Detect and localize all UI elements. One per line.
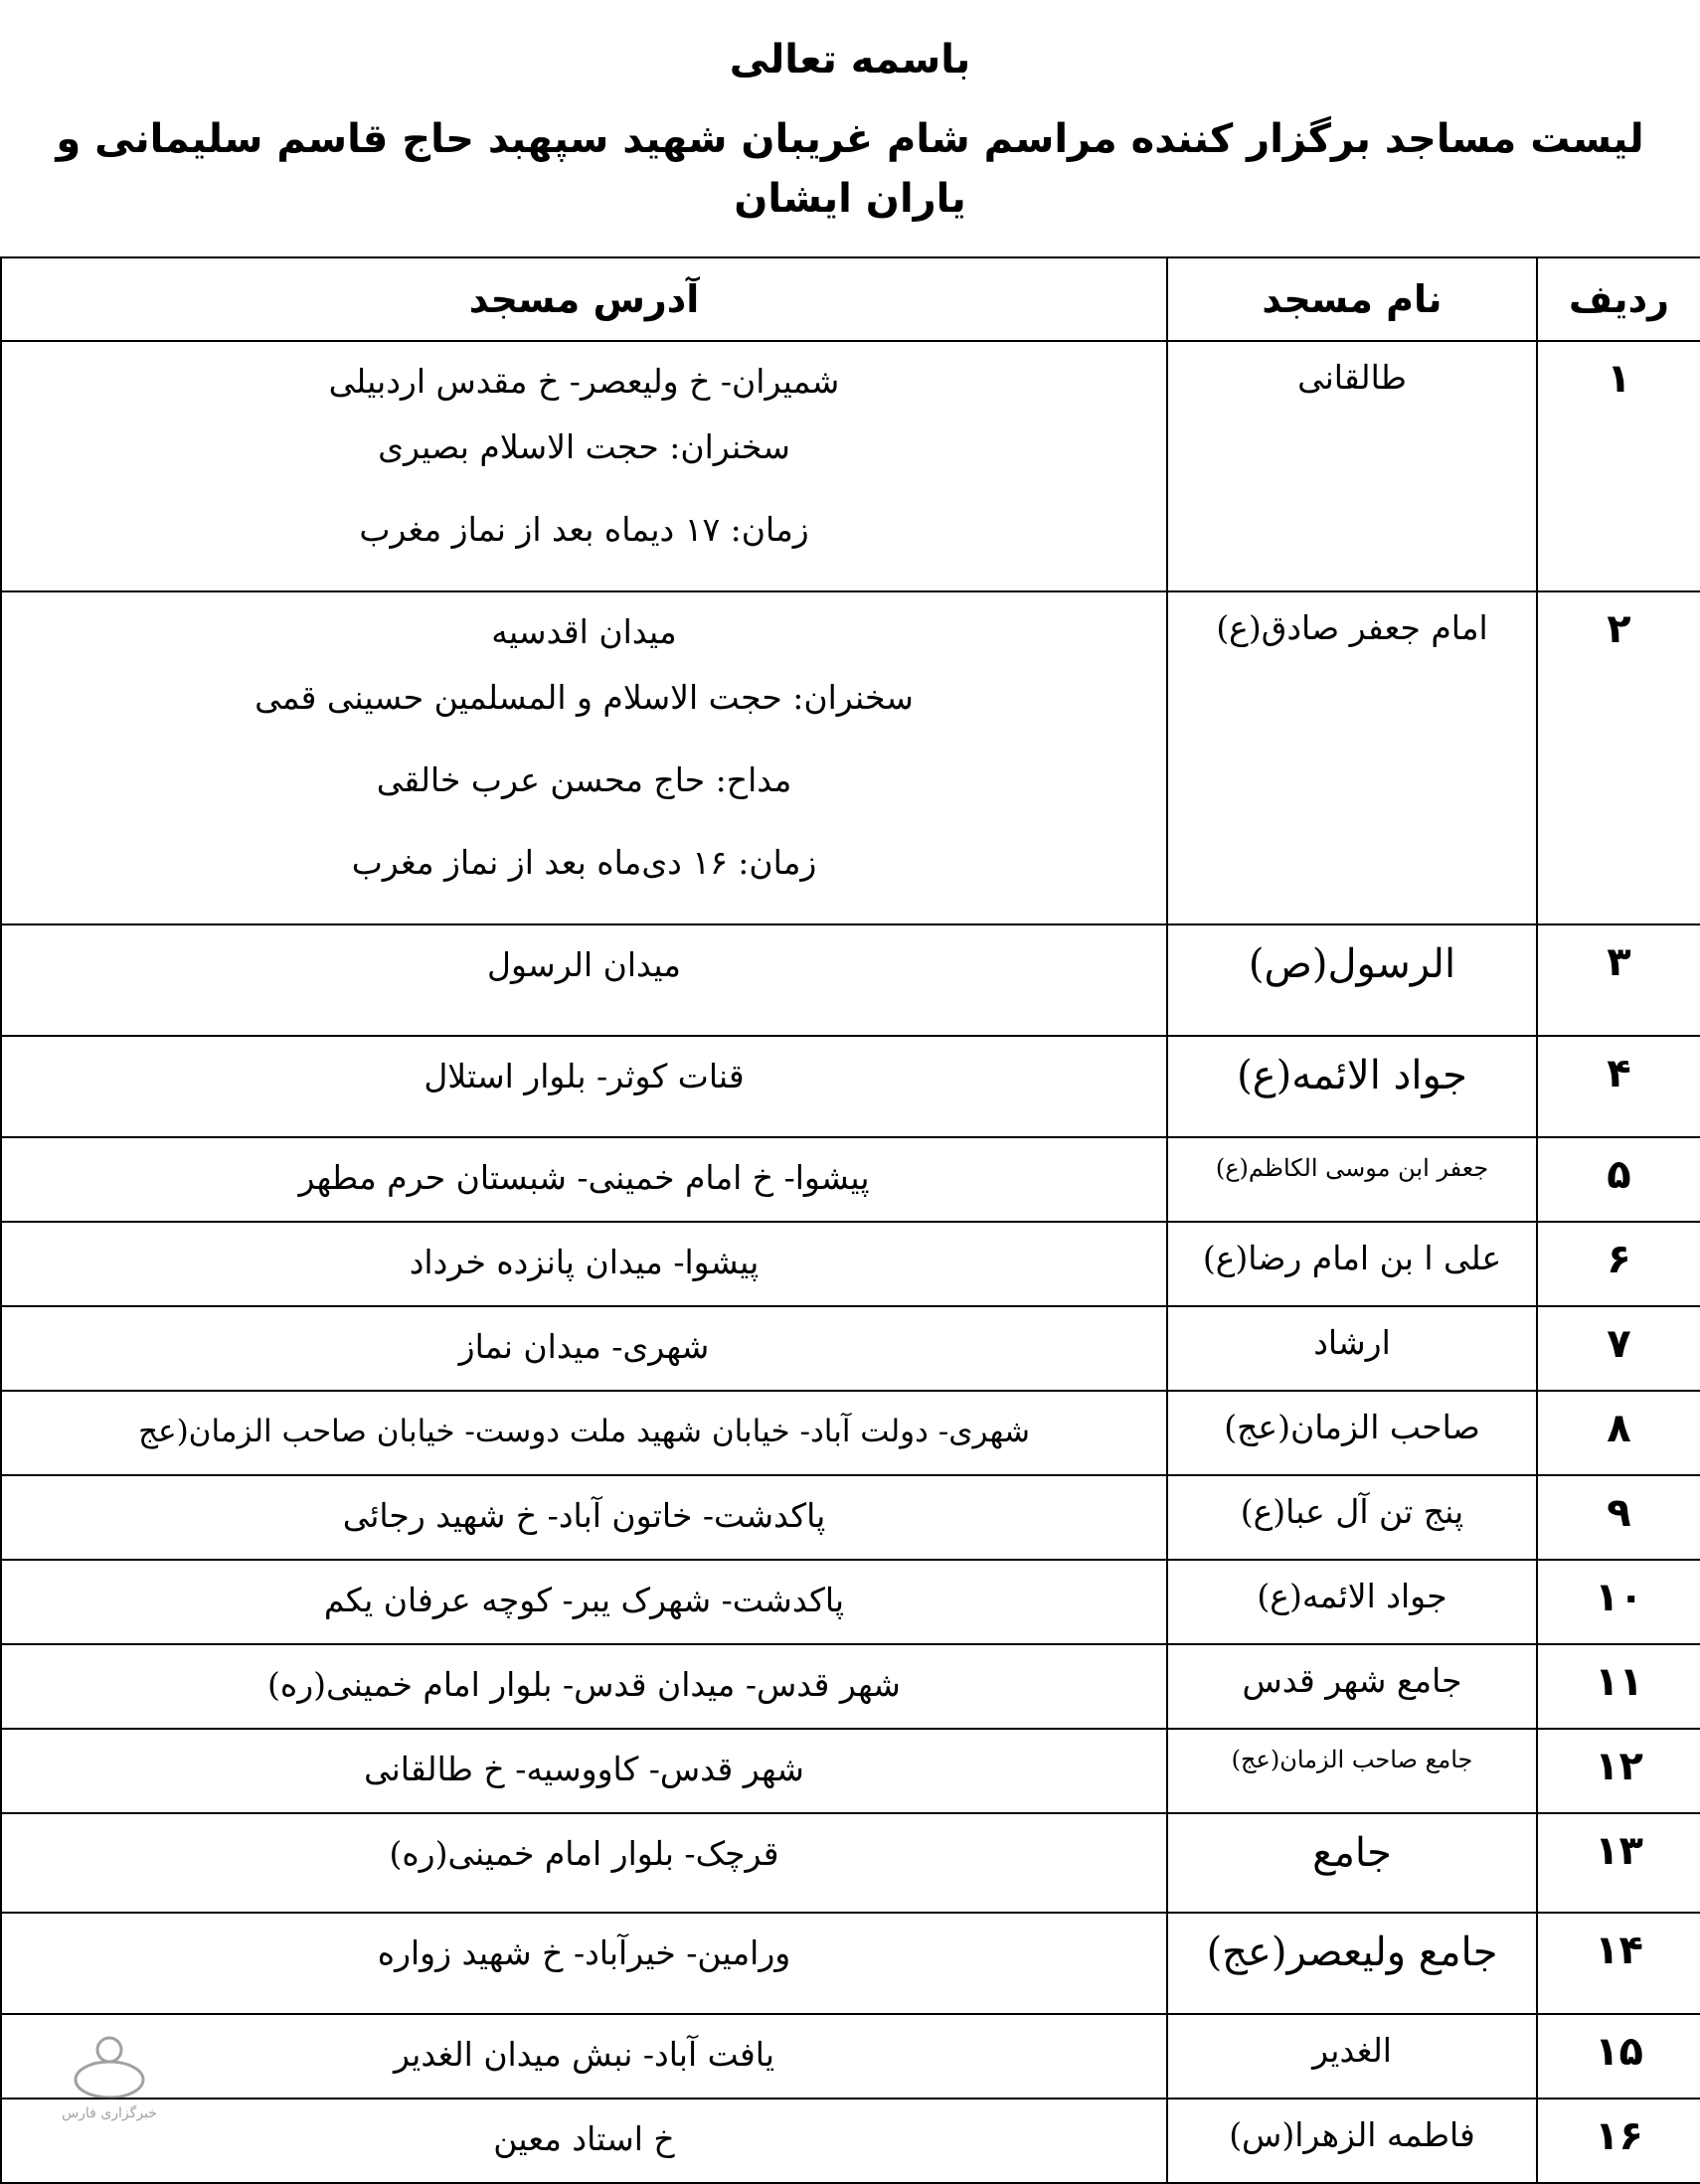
mosque-name: علی ا بن امام رضا(ع) bbox=[1167, 1222, 1537, 1306]
mosque-name: جواد الائمه(ع) bbox=[1167, 1560, 1537, 1644]
mosque-address bbox=[1, 1036, 1167, 1137]
mosque-name: الغدیر bbox=[1167, 2014, 1537, 2099]
mosque-name: جعفر ابن موسی الکاظم(ع) bbox=[1167, 1137, 1537, 1222]
address-line: پاکدشت- خاتون آباد- خ شهید رجائی bbox=[342, 1496, 826, 1535]
table-row bbox=[1, 591, 1700, 924]
mosque-address bbox=[1, 1729, 1167, 1813]
mosque-address bbox=[1, 1644, 1167, 1729]
mosque-name: ارشاد bbox=[1167, 1306, 1537, 1391]
mosque-address bbox=[1, 2014, 1167, 2099]
address-line: شهری- دولت آباد- خیابان شهید ملت دوست- خیابان صاحب الزمان(عج bbox=[138, 1414, 1030, 1449]
mosque-address bbox=[1, 924, 1167, 1036]
table-row bbox=[1, 1222, 1700, 1306]
table-row bbox=[1, 924, 1700, 1036]
mosque-name: فاطمه الزهرا(س) bbox=[1167, 2099, 1537, 2183]
address-line: یافت آباد- نبش میدان الغدیر bbox=[393, 2035, 775, 2074]
time-line: زمان: ۱۶ دی‌ماه بعد از نماز مغرب bbox=[351, 843, 817, 882]
row-number: ۱۳ bbox=[1537, 1813, 1700, 1913]
address-line: پاکدشت- شهرک یبر- کوچه عرفان یکم bbox=[323, 1581, 845, 1619]
table-row bbox=[1, 1137, 1700, 1222]
column-header-row-number: ردیف bbox=[1537, 257, 1700, 341]
table-row bbox=[1, 341, 1700, 591]
table-row bbox=[1, 2014, 1700, 2099]
row-number: ۲ bbox=[1537, 591, 1700, 924]
row-number: ۱۶ bbox=[1537, 2099, 1700, 2183]
mosque-name: پنج تن آل عبا(ع) bbox=[1167, 1475, 1537, 1560]
table-row bbox=[1, 1306, 1700, 1391]
table-row bbox=[1, 1913, 1700, 2014]
mosque-address bbox=[1, 1222, 1167, 1306]
mosque-name: امام جعفر صادق(ع) bbox=[1167, 591, 1537, 924]
row-number: ۱ bbox=[1537, 341, 1700, 591]
address-line: خ استاد معین bbox=[493, 2119, 675, 2158]
table-row bbox=[1, 1813, 1700, 1913]
row-number: ۱۴ bbox=[1537, 1913, 1700, 2014]
address-line: قرچک- بلوار امام خمینی(ره) bbox=[389, 1834, 779, 1873]
mosque-name: جامع ولیعصر(عج) bbox=[1167, 1913, 1537, 2014]
mosque-name: الرسول(ص) bbox=[1167, 924, 1537, 1036]
time-line: زمان: ۱۷ دیماه بعد از نماز مغرب bbox=[359, 510, 809, 549]
invocation-heading: باسمه تعالی bbox=[729, 37, 971, 83]
table-row bbox=[1, 2099, 1700, 2183]
table-header-row bbox=[1, 257, 1700, 341]
eulogist-line: مداح: حاج محسن عرب خالقی bbox=[376, 760, 792, 799]
speaker-line: سخنران: حجت الاسلام و المسلمین حسینی قمی bbox=[255, 678, 914, 717]
address-line: شهری- میدان نماز bbox=[458, 1327, 710, 1366]
row-number: ۵ bbox=[1537, 1137, 1700, 1222]
mosque-address bbox=[1, 1391, 1167, 1475]
address-line: ورامین- خیرآباد- خ شهید زواره bbox=[377, 1933, 791, 1972]
table-row bbox=[1, 1391, 1700, 1475]
mosque-name: طالقانی bbox=[1167, 341, 1537, 591]
row-number: ۶ bbox=[1537, 1222, 1700, 1306]
column-header-mosque-name: نام مسجد bbox=[1167, 257, 1537, 341]
document-header bbox=[0, 30, 1700, 229]
address-line: پیشوا- خ امام خمینی- شبستان حرم مطهر bbox=[298, 1158, 870, 1197]
mosques-table bbox=[0, 256, 1700, 2184]
table-row bbox=[1, 1560, 1700, 1644]
row-number: ۷ bbox=[1537, 1306, 1700, 1391]
mosque-address bbox=[1, 1306, 1167, 1391]
mosque-address bbox=[1, 1813, 1167, 1913]
address-line: پیشوا- میدان پانزده خرداد bbox=[409, 1243, 760, 1281]
row-number: ۱۱ bbox=[1537, 1644, 1700, 1729]
address-line: قنات کوثر- بلوار استلال bbox=[424, 1057, 745, 1095]
mosque-name: صاحب الزمان(عج) bbox=[1167, 1391, 1537, 1475]
address-line: میدان اقدسیه bbox=[491, 612, 677, 651]
table-row bbox=[1, 1729, 1700, 1813]
mosque-address bbox=[1, 1560, 1167, 1644]
address-line: شمیران- خ ولیعصر- خ مقدس اردبیلی bbox=[328, 362, 840, 401]
mosque-address bbox=[1, 1913, 1167, 2014]
mosque-name: جامع bbox=[1167, 1813, 1537, 1913]
mosque-address bbox=[1, 1475, 1167, 1560]
mosque-address bbox=[1, 1137, 1167, 1222]
document-title: لیست مساجد برگزار کننده مراسم شام غریبان شهید سپهبد حاج قاسم سلیمانی و یاران ایشان bbox=[56, 116, 1644, 222]
logo-wordmark: خبرگزاری فارس bbox=[62, 2105, 157, 2121]
row-number: ۸ bbox=[1537, 1391, 1700, 1475]
row-number: ۱۰ bbox=[1537, 1560, 1700, 1644]
row-number: ۴ bbox=[1537, 1036, 1700, 1137]
table-row bbox=[1, 1644, 1700, 1729]
table-row bbox=[1, 1475, 1700, 1560]
speaker-line: سخنران: حجت الاسلام بصیری bbox=[378, 427, 790, 466]
mosque-name: جواد الائمه(ع) bbox=[1167, 1036, 1537, 1137]
column-header-mosque-address: آدرس مسجد bbox=[1, 257, 1167, 341]
mosque-name: جامع شهر قدس bbox=[1167, 1644, 1537, 1729]
mosque-name: جامع صاحب الزمان(عج) bbox=[1167, 1729, 1537, 1813]
address-line: شهر قدس- کاووسیه- خ طالقانی bbox=[364, 1750, 804, 1788]
mosque-address bbox=[1, 2099, 1167, 2183]
address-line: شهر قدس- میدان قدس- بلوار امام خمینی(ره) bbox=[267, 1665, 901, 1704]
mosque-address bbox=[1, 341, 1167, 591]
row-number: ۱۲ bbox=[1537, 1729, 1700, 1813]
row-number: ۱۵ bbox=[1537, 2014, 1700, 2099]
row-number: ۹ bbox=[1537, 1475, 1700, 1560]
mosque-address bbox=[1, 591, 1167, 924]
address-line: میدان الرسول bbox=[487, 945, 681, 984]
news-agency-logo bbox=[50, 2028, 169, 2127]
table-row bbox=[1, 1036, 1700, 1137]
row-number: ۳ bbox=[1537, 924, 1700, 1036]
